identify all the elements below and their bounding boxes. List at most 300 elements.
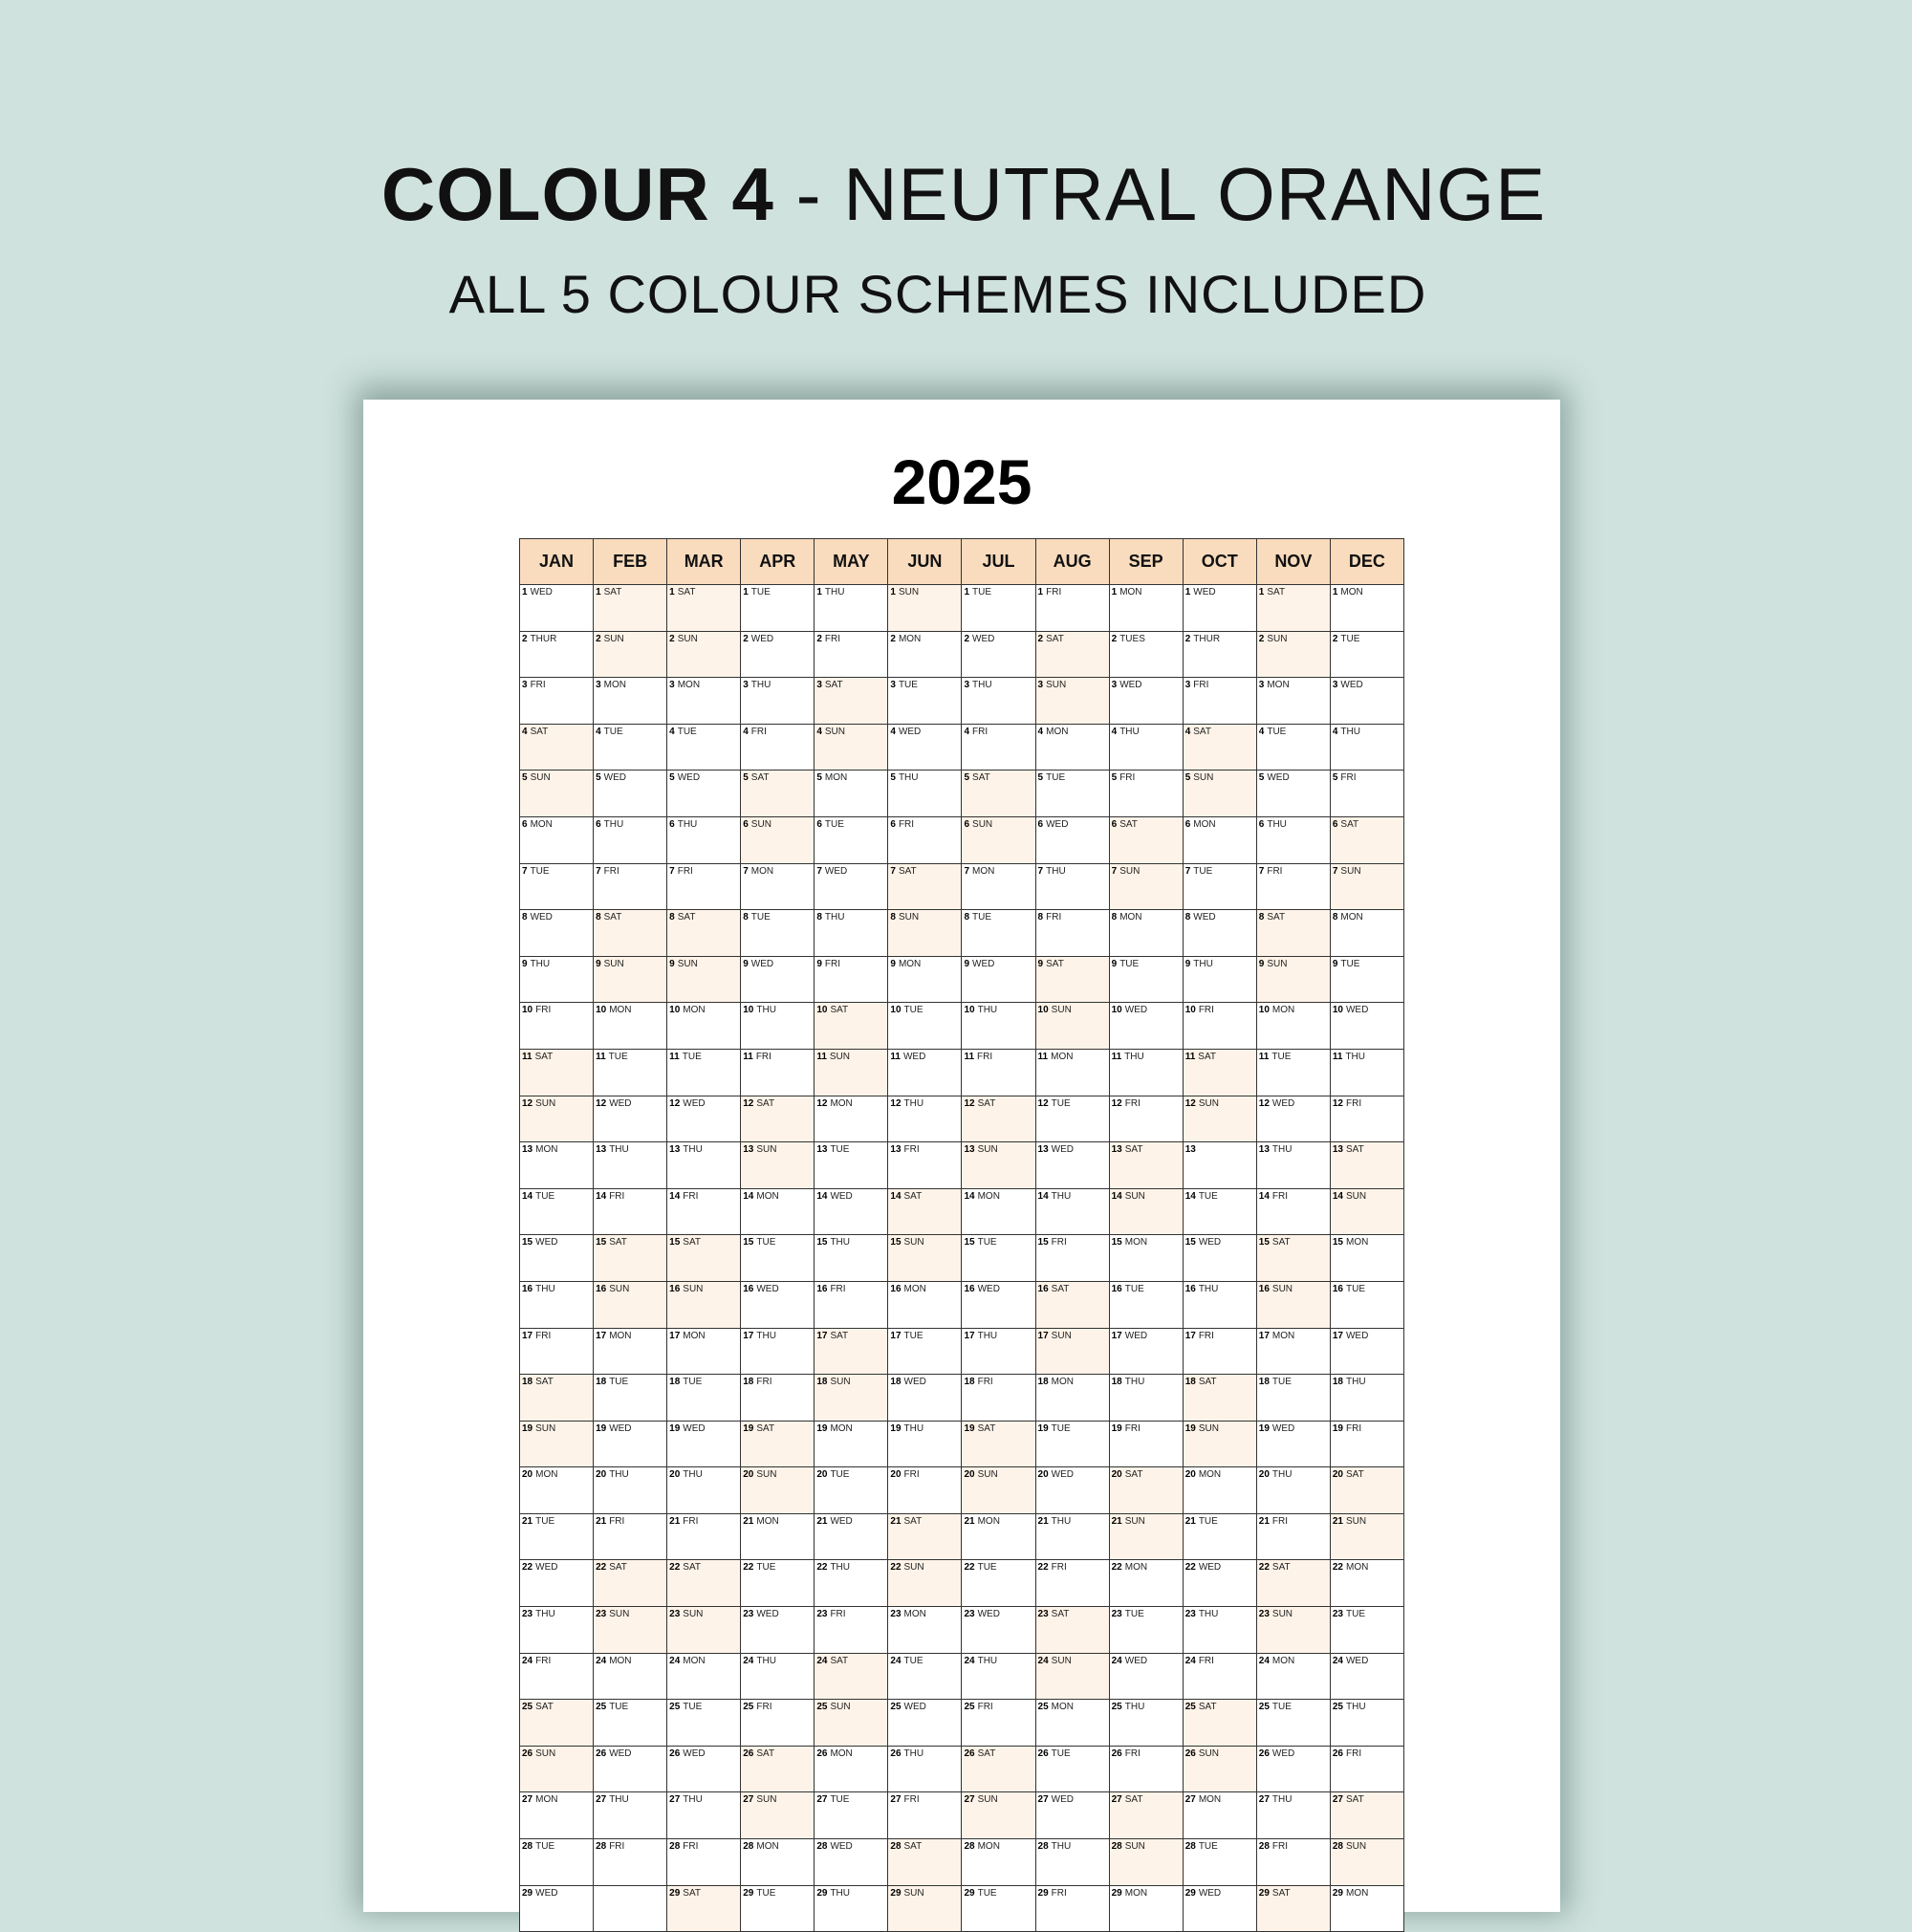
- day-cell[interactable]: [815, 1607, 888, 1654]
- day-cell[interactable]: [520, 771, 594, 817]
- day-cell[interactable]: [1035, 678, 1109, 725]
- day-cell[interactable]: [1183, 1607, 1256, 1654]
- day-cell[interactable]: [667, 1096, 741, 1142]
- day-cell[interactable]: [520, 1700, 594, 1747]
- day-cell[interactable]: [962, 910, 1035, 957]
- day-cell[interactable]: [962, 1792, 1035, 1839]
- day-cell[interactable]: [962, 1513, 1035, 1560]
- day-cell[interactable]: [1035, 1328, 1109, 1375]
- day-cell[interactable]: [888, 863, 962, 910]
- day-cell[interactable]: [1183, 1560, 1256, 1607]
- day-cell[interactable]: [815, 816, 888, 863]
- day-cell[interactable]: [888, 1328, 962, 1375]
- day-cell[interactable]: [1330, 1746, 1403, 1792]
- day-cell[interactable]: [1035, 1235, 1109, 1282]
- day-cell[interactable]: [962, 1885, 1035, 1932]
- day-cell[interactable]: [1330, 910, 1403, 957]
- day-cell[interactable]: [1183, 1653, 1256, 1700]
- day-cell[interactable]: [1330, 1700, 1403, 1747]
- day-cell[interactable]: [594, 956, 667, 1003]
- day-cell[interactable]: [667, 956, 741, 1003]
- day-cell[interactable]: [1256, 1235, 1330, 1282]
- day-cell[interactable]: [741, 1839, 815, 1886]
- day-cell[interactable]: [594, 631, 667, 678]
- day-cell[interactable]: [1256, 1328, 1330, 1375]
- day-cell[interactable]: [667, 1328, 741, 1375]
- day-cell[interactable]: [1183, 1375, 1256, 1422]
- day-cell[interactable]: [520, 1328, 594, 1375]
- day-cell[interactable]: [888, 1049, 962, 1096]
- day-cell[interactable]: [1109, 1885, 1183, 1932]
- day-cell[interactable]: [1256, 1375, 1330, 1422]
- day-cell[interactable]: [741, 1792, 815, 1839]
- day-cell[interactable]: [1109, 724, 1183, 771]
- day-cell[interactable]: [1183, 585, 1256, 632]
- day-cell[interactable]: [1183, 1421, 1256, 1467]
- day-cell[interactable]: [741, 631, 815, 678]
- day-cell[interactable]: [520, 816, 594, 863]
- day-cell[interactable]: [962, 1746, 1035, 1792]
- day-cell[interactable]: [1183, 771, 1256, 817]
- day-cell[interactable]: [1183, 1746, 1256, 1792]
- day-cell[interactable]: [962, 1049, 1035, 1096]
- day-cell[interactable]: [1330, 771, 1403, 817]
- day-cell[interactable]: [741, 910, 815, 957]
- day-cell[interactable]: [1256, 1096, 1330, 1142]
- day-cell[interactable]: [1035, 1607, 1109, 1654]
- day-cell[interactable]: [594, 1096, 667, 1142]
- day-cell[interactable]: [815, 863, 888, 910]
- day-cell[interactable]: [741, 1560, 815, 1607]
- day-cell[interactable]: [520, 724, 594, 771]
- day-cell[interactable]: [520, 1188, 594, 1235]
- day-cell[interactable]: [1109, 1513, 1183, 1560]
- day-cell[interactable]: [1183, 1235, 1256, 1282]
- day-cell[interactable]: [741, 863, 815, 910]
- day-cell[interactable]: [667, 771, 741, 817]
- day-cell[interactable]: [1183, 1700, 1256, 1747]
- day-cell[interactable]: [1183, 1792, 1256, 1839]
- day-cell[interactable]: [1035, 1653, 1109, 1700]
- day-cell[interactable]: [962, 1375, 1035, 1422]
- day-cell[interactable]: [1035, 1746, 1109, 1792]
- day-cell[interactable]: [1109, 1188, 1183, 1235]
- day-cell[interactable]: [815, 1096, 888, 1142]
- day-cell[interactable]: [1330, 585, 1403, 632]
- day-cell[interactable]: [888, 1188, 962, 1235]
- day-cell[interactable]: [741, 678, 815, 725]
- day-cell[interactable]: [1109, 1746, 1183, 1792]
- day-cell[interactable]: [1109, 1142, 1183, 1189]
- day-cell[interactable]: [741, 1049, 815, 1096]
- day-cell[interactable]: [888, 910, 962, 957]
- day-cell[interactable]: [1256, 1607, 1330, 1654]
- day-cell[interactable]: [594, 1746, 667, 1792]
- day-cell[interactable]: [1109, 1235, 1183, 1282]
- day-cell[interactable]: [1330, 1653, 1403, 1700]
- day-cell[interactable]: [888, 1281, 962, 1328]
- day-cell[interactable]: [815, 1653, 888, 1700]
- day-cell[interactable]: [741, 1746, 815, 1792]
- day-cell[interactable]: [667, 1421, 741, 1467]
- day-cell[interactable]: [1256, 1513, 1330, 1560]
- day-cell[interactable]: [962, 1700, 1035, 1747]
- day-cell[interactable]: [667, 1513, 741, 1560]
- day-cell[interactable]: [741, 1328, 815, 1375]
- day-cell[interactable]: [1330, 724, 1403, 771]
- day-cell[interactable]: [594, 1513, 667, 1560]
- day-cell[interactable]: [1256, 1653, 1330, 1700]
- day-cell[interactable]: [962, 1467, 1035, 1514]
- day-cell[interactable]: [815, 1421, 888, 1467]
- day-cell[interactable]: [1035, 1096, 1109, 1142]
- day-cell[interactable]: [1183, 1513, 1256, 1560]
- day-cell[interactable]: [520, 1142, 594, 1189]
- day-cell[interactable]: [667, 910, 741, 957]
- day-cell[interactable]: [1256, 910, 1330, 957]
- day-cell[interactable]: [815, 1142, 888, 1189]
- day-cell[interactable]: [888, 956, 962, 1003]
- day-cell[interactable]: [1035, 1375, 1109, 1422]
- day-cell[interactable]: [1183, 1885, 1256, 1932]
- day-cell[interactable]: [1256, 956, 1330, 1003]
- day-cell[interactable]: [1109, 1700, 1183, 1747]
- day-cell[interactable]: [1035, 585, 1109, 632]
- day-cell[interactable]: [1330, 816, 1403, 863]
- day-cell[interactable]: [1035, 1142, 1109, 1189]
- day-cell[interactable]: [667, 678, 741, 725]
- day-cell[interactable]: [667, 1375, 741, 1422]
- day-cell[interactable]: [594, 771, 667, 817]
- day-cell[interactable]: [962, 1421, 1035, 1467]
- day-cell[interactable]: [962, 585, 1035, 632]
- day-cell[interactable]: [1109, 1467, 1183, 1514]
- day-cell[interactable]: [1035, 1188, 1109, 1235]
- day-cell[interactable]: [1183, 678, 1256, 725]
- day-cell[interactable]: [594, 1188, 667, 1235]
- day-cell[interactable]: [520, 631, 594, 678]
- day-cell[interactable]: [815, 1188, 888, 1235]
- day-cell[interactable]: [520, 1885, 594, 1932]
- day-cell[interactable]: [520, 1560, 594, 1607]
- day-cell[interactable]: [1330, 863, 1403, 910]
- day-cell[interactable]: [1330, 1607, 1403, 1654]
- day-cell[interactable]: [962, 956, 1035, 1003]
- day-cell[interactable]: [594, 863, 667, 910]
- day-cell[interactable]: [520, 1839, 594, 1886]
- day-cell[interactable]: [888, 771, 962, 817]
- day-cell[interactable]: [741, 1653, 815, 1700]
- day-cell[interactable]: [888, 724, 962, 771]
- day-cell[interactable]: [962, 631, 1035, 678]
- day-cell[interactable]: [1109, 771, 1183, 817]
- day-cell[interactable]: [594, 1235, 667, 1282]
- day-cell[interactable]: [888, 1467, 962, 1514]
- day-cell[interactable]: [1109, 1421, 1183, 1467]
- day-cell[interactable]: [1035, 1700, 1109, 1747]
- day-cell[interactable]: [520, 1421, 594, 1467]
- day-cell[interactable]: [520, 1375, 594, 1422]
- day-cell[interactable]: [594, 1003, 667, 1050]
- day-cell[interactable]: [594, 1421, 667, 1467]
- day-cell[interactable]: [1109, 910, 1183, 957]
- day-cell[interactable]: [962, 1188, 1035, 1235]
- day-cell[interactable]: [1035, 910, 1109, 957]
- day-cell[interactable]: [1183, 863, 1256, 910]
- day-cell[interactable]: [741, 1700, 815, 1747]
- day-cell[interactable]: [594, 1328, 667, 1375]
- day-cell[interactable]: [667, 1049, 741, 1096]
- day-cell[interactable]: [1035, 771, 1109, 817]
- day-cell[interactable]: [1256, 1885, 1330, 1932]
- day-cell[interactable]: [1256, 1142, 1330, 1189]
- day-cell[interactable]: [1109, 678, 1183, 725]
- day-cell[interactable]: [520, 678, 594, 725]
- day-cell[interactable]: [520, 1096, 594, 1142]
- day-cell[interactable]: [815, 1003, 888, 1050]
- day-cell[interactable]: [962, 1653, 1035, 1700]
- day-cell[interactable]: [888, 678, 962, 725]
- day-cell[interactable]: [594, 1700, 667, 1747]
- day-cell[interactable]: [1035, 1049, 1109, 1096]
- day-cell[interactable]: [667, 1560, 741, 1607]
- day-cell[interactable]: [520, 1235, 594, 1282]
- day-cell[interactable]: [1330, 1142, 1403, 1189]
- day-cell[interactable]: [594, 1607, 667, 1654]
- day-cell[interactable]: [1183, 1049, 1256, 1096]
- day-cell[interactable]: [667, 1003, 741, 1050]
- day-cell[interactable]: [594, 910, 667, 957]
- day-cell[interactable]: [1330, 956, 1403, 1003]
- day-cell[interactable]: [1035, 816, 1109, 863]
- day-cell[interactable]: [815, 1375, 888, 1422]
- day-cell[interactable]: [741, 1003, 815, 1050]
- day-cell[interactable]: [1256, 678, 1330, 725]
- day-cell[interactable]: [741, 771, 815, 817]
- day-cell[interactable]: [1109, 1653, 1183, 1700]
- day-cell[interactable]: [741, 1421, 815, 1467]
- day-cell[interactable]: [667, 1885, 741, 1932]
- day-cell[interactable]: [1330, 1513, 1403, 1560]
- day-cell[interactable]: [1330, 1560, 1403, 1607]
- day-cell[interactable]: [1035, 863, 1109, 910]
- day-cell[interactable]: [1183, 1142, 1256, 1189]
- day-cell[interactable]: [741, 1375, 815, 1422]
- day-cell[interactable]: [1256, 1792, 1330, 1839]
- day-cell[interactable]: [1035, 956, 1109, 1003]
- day-cell[interactable]: [888, 1513, 962, 1560]
- day-cell[interactable]: [520, 1653, 594, 1700]
- day-cell[interactable]: [667, 1607, 741, 1654]
- day-cell[interactable]: [594, 1653, 667, 1700]
- day-cell[interactable]: [520, 1607, 594, 1654]
- day-cell[interactable]: [1035, 1467, 1109, 1514]
- day-cell[interactable]: [1330, 1421, 1403, 1467]
- day-cell[interactable]: [815, 1700, 888, 1747]
- day-cell[interactable]: [815, 1560, 888, 1607]
- day-cell[interactable]: [741, 1188, 815, 1235]
- day-cell[interactable]: [1183, 1003, 1256, 1050]
- day-cell[interactable]: [1256, 863, 1330, 910]
- day-cell[interactable]: [520, 1003, 594, 1050]
- day-cell[interactable]: [1256, 1467, 1330, 1514]
- day-cell[interactable]: [520, 863, 594, 910]
- day-cell[interactable]: [815, 1235, 888, 1282]
- day-cell[interactable]: [1109, 1096, 1183, 1142]
- day-cell[interactable]: [594, 678, 667, 725]
- day-cell[interactable]: [1256, 816, 1330, 863]
- day-cell[interactable]: [1330, 1049, 1403, 1096]
- day-cell[interactable]: [962, 816, 1035, 863]
- day-cell[interactable]: [888, 1839, 962, 1886]
- day-cell[interactable]: [520, 1049, 594, 1096]
- day-cell[interactable]: [888, 1375, 962, 1422]
- day-cell[interactable]: [741, 1513, 815, 1560]
- day-cell[interactable]: [1256, 1839, 1330, 1886]
- day-cell[interactable]: [1256, 1188, 1330, 1235]
- day-cell[interactable]: [1183, 1096, 1256, 1142]
- day-cell[interactable]: [594, 1792, 667, 1839]
- day-cell[interactable]: [815, 1792, 888, 1839]
- day-cell[interactable]: [962, 1839, 1035, 1886]
- day-cell[interactable]: [962, 1235, 1035, 1282]
- day-cell[interactable]: [1109, 1003, 1183, 1050]
- day-cell[interactable]: [741, 1142, 815, 1189]
- day-cell[interactable]: [1330, 1839, 1403, 1886]
- day-cell[interactable]: [1330, 1003, 1403, 1050]
- day-cell[interactable]: [888, 1792, 962, 1839]
- day-cell[interactable]: [962, 1328, 1035, 1375]
- day-cell[interactable]: [1256, 1003, 1330, 1050]
- day-cell[interactable]: [741, 816, 815, 863]
- day-cell[interactable]: [667, 863, 741, 910]
- day-cell[interactable]: [1256, 1049, 1330, 1096]
- day-cell[interactable]: [1035, 631, 1109, 678]
- day-cell[interactable]: [815, 1467, 888, 1514]
- day-cell[interactable]: [520, 1467, 594, 1514]
- day-cell[interactable]: [888, 816, 962, 863]
- day-cell[interactable]: [1330, 1885, 1403, 1932]
- day-cell[interactable]: [815, 631, 888, 678]
- day-cell[interactable]: [962, 1096, 1035, 1142]
- day-cell[interactable]: [815, 1281, 888, 1328]
- day-cell[interactable]: [962, 1142, 1035, 1189]
- day-cell[interactable]: [1109, 631, 1183, 678]
- day-cell[interactable]: [888, 1003, 962, 1050]
- day-cell[interactable]: [1256, 1560, 1330, 1607]
- day-cell[interactable]: [1256, 1746, 1330, 1792]
- day-cell[interactable]: [1183, 631, 1256, 678]
- day-cell[interactable]: [594, 724, 667, 771]
- day-cell[interactable]: [741, 956, 815, 1003]
- day-cell[interactable]: [1035, 1003, 1109, 1050]
- day-cell[interactable]: [888, 1421, 962, 1467]
- day-cell[interactable]: [1330, 631, 1403, 678]
- day-cell[interactable]: [888, 1235, 962, 1282]
- day-cell[interactable]: [594, 1839, 667, 1886]
- day-cell[interactable]: [1183, 1328, 1256, 1375]
- day-cell[interactable]: [815, 1328, 888, 1375]
- day-cell[interactable]: [741, 585, 815, 632]
- day-cell[interactable]: [667, 1839, 741, 1886]
- day-cell[interactable]: [667, 1700, 741, 1747]
- day-cell[interactable]: [1035, 1560, 1109, 1607]
- day-cell[interactable]: [1183, 816, 1256, 863]
- day-cell[interactable]: [888, 1096, 962, 1142]
- day-cell[interactable]: [1256, 1281, 1330, 1328]
- day-cell[interactable]: [1256, 1700, 1330, 1747]
- day-cell[interactable]: [594, 1142, 667, 1189]
- day-cell[interactable]: [1330, 1328, 1403, 1375]
- day-cell[interactable]: [594, 1375, 667, 1422]
- day-cell[interactable]: [667, 816, 741, 863]
- day-cell[interactable]: [1035, 1839, 1109, 1886]
- day-cell[interactable]: [888, 1746, 962, 1792]
- day-cell[interactable]: [1256, 631, 1330, 678]
- day-cell[interactable]: [888, 1700, 962, 1747]
- day-cell[interactable]: [962, 863, 1035, 910]
- day-cell[interactable]: [594, 816, 667, 863]
- day-cell[interactable]: [1109, 863, 1183, 910]
- day-cell[interactable]: [667, 1142, 741, 1189]
- day-cell[interactable]: [1035, 724, 1109, 771]
- day-cell[interactable]: [962, 1607, 1035, 1654]
- day-cell[interactable]: [667, 1467, 741, 1514]
- day-cell[interactable]: [1330, 1188, 1403, 1235]
- day-cell[interactable]: [1330, 1375, 1403, 1422]
- day-cell[interactable]: [1183, 956, 1256, 1003]
- day-cell[interactable]: [667, 1188, 741, 1235]
- day-cell[interactable]: [1035, 1885, 1109, 1932]
- day-cell[interactable]: [1256, 585, 1330, 632]
- day-cell[interactable]: [594, 585, 667, 632]
- day-cell[interactable]: [594, 1467, 667, 1514]
- day-cell[interactable]: [1109, 585, 1183, 632]
- day-cell[interactable]: [888, 1142, 962, 1189]
- day-cell[interactable]: [667, 724, 741, 771]
- day-cell[interactable]: [1109, 1328, 1183, 1375]
- day-cell[interactable]: [1183, 1188, 1256, 1235]
- day-cell[interactable]: [962, 678, 1035, 725]
- day-cell[interactable]: [1109, 1049, 1183, 1096]
- day-cell[interactable]: [741, 1235, 815, 1282]
- day-cell[interactable]: [1183, 1281, 1256, 1328]
- day-cell[interactable]: [1109, 1281, 1183, 1328]
- day-cell[interactable]: [1035, 1281, 1109, 1328]
- day-cell[interactable]: [741, 1281, 815, 1328]
- day-cell[interactable]: [741, 1607, 815, 1654]
- day-cell[interactable]: [520, 585, 594, 632]
- day-cell[interactable]: [962, 1003, 1035, 1050]
- day-cell[interactable]: [1183, 1467, 1256, 1514]
- day-cell[interactable]: [1330, 1096, 1403, 1142]
- day-cell[interactable]: [1035, 1513, 1109, 1560]
- day-cell[interactable]: [1035, 1792, 1109, 1839]
- day-cell[interactable]: [594, 1281, 667, 1328]
- day-cell[interactable]: [741, 1096, 815, 1142]
- day-cell[interactable]: [667, 1281, 741, 1328]
- day-cell[interactable]: [1330, 1792, 1403, 1839]
- day-cell[interactable]: [667, 1235, 741, 1282]
- day-cell[interactable]: [962, 724, 1035, 771]
- day-cell[interactable]: [1256, 724, 1330, 771]
- day-cell[interactable]: [1330, 678, 1403, 725]
- day-cell[interactable]: [520, 910, 594, 957]
- day-cell[interactable]: [815, 1049, 888, 1096]
- day-cell[interactable]: [962, 1560, 1035, 1607]
- day-cell[interactable]: [815, 771, 888, 817]
- day-cell[interactable]: [667, 585, 741, 632]
